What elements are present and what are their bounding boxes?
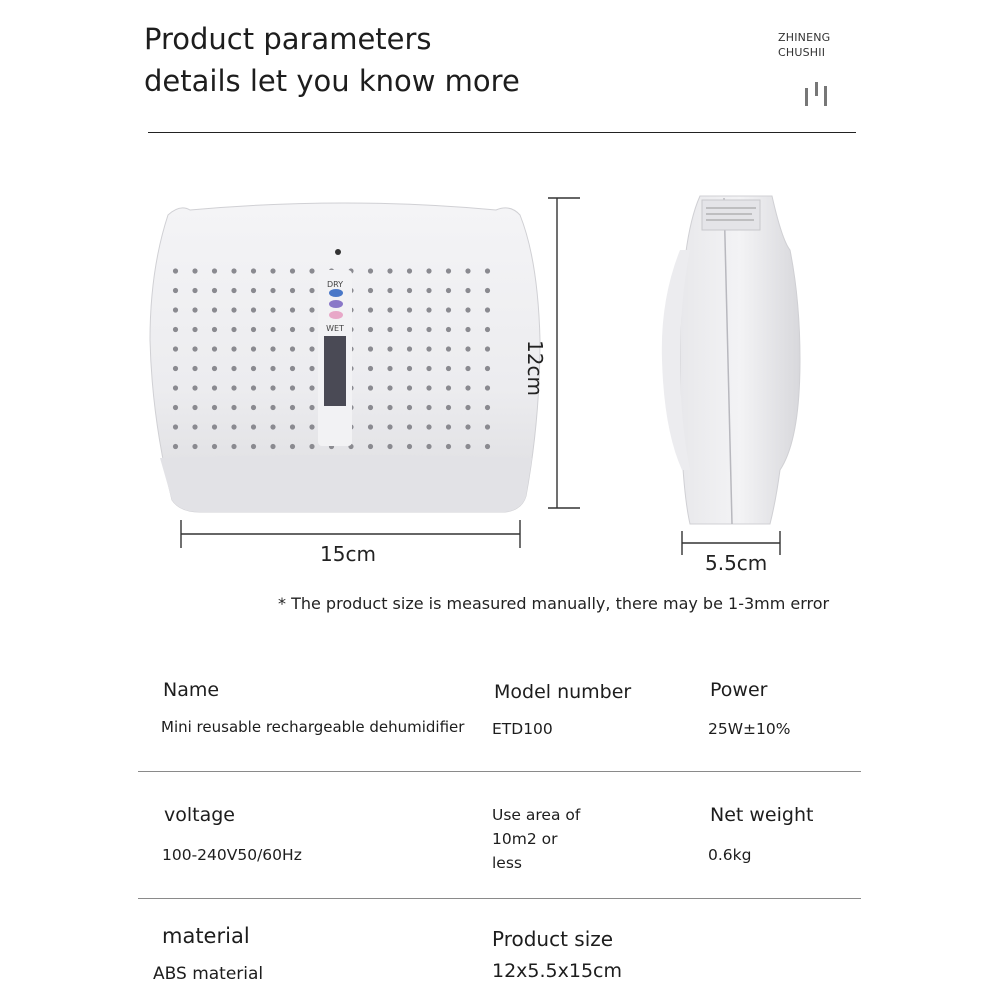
height-dimension xyxy=(548,198,580,508)
width-label: 15cm xyxy=(320,542,376,566)
voltage-label: voltage xyxy=(164,804,235,826)
title-line-1: Product parameters xyxy=(144,22,432,56)
name-label: Name xyxy=(163,679,220,701)
dehumidifier-side xyxy=(662,196,800,524)
use-area-line-2: 10m2 or xyxy=(492,830,558,848)
dehumidifier-front xyxy=(150,203,540,512)
voltage-value: 100-240V50/60Hz xyxy=(162,846,302,864)
weight-value: 0.6kg xyxy=(708,846,752,864)
use-area-line-1: Use area of xyxy=(492,806,581,824)
power-label: Power xyxy=(710,679,768,701)
depth-label: 5.5cm xyxy=(705,551,768,575)
power-value: 25W±10% xyxy=(708,720,791,738)
use-area-value xyxy=(492,803,580,875)
brand-line-1: ZHINENG xyxy=(778,31,831,44)
height-label: 12cm xyxy=(523,340,547,396)
use-area-line-3: less xyxy=(492,854,522,872)
size-value: 12x5.5x15cm xyxy=(492,960,623,982)
table-divider-1 xyxy=(138,771,861,772)
material-value: ABS material xyxy=(153,964,264,984)
weight-label: Net weight xyxy=(710,804,814,826)
wet-label: WET xyxy=(326,324,344,333)
name-value: Mini reusable rechargeable dehumidifier xyxy=(161,718,465,736)
dry-label: DRY xyxy=(326,280,344,289)
model-label: Model number xyxy=(494,681,632,703)
measurement-note: * The product size is measured manually, there may be 1-3mm error xyxy=(278,594,830,613)
material-label: material xyxy=(162,924,250,948)
table-divider-2 xyxy=(138,898,861,899)
title-line-2: details let you know more xyxy=(144,64,520,98)
model-value: ETD100 xyxy=(492,720,553,738)
brand-line-2: CHUSHII xyxy=(778,46,826,59)
size-label: Product size xyxy=(492,927,614,951)
